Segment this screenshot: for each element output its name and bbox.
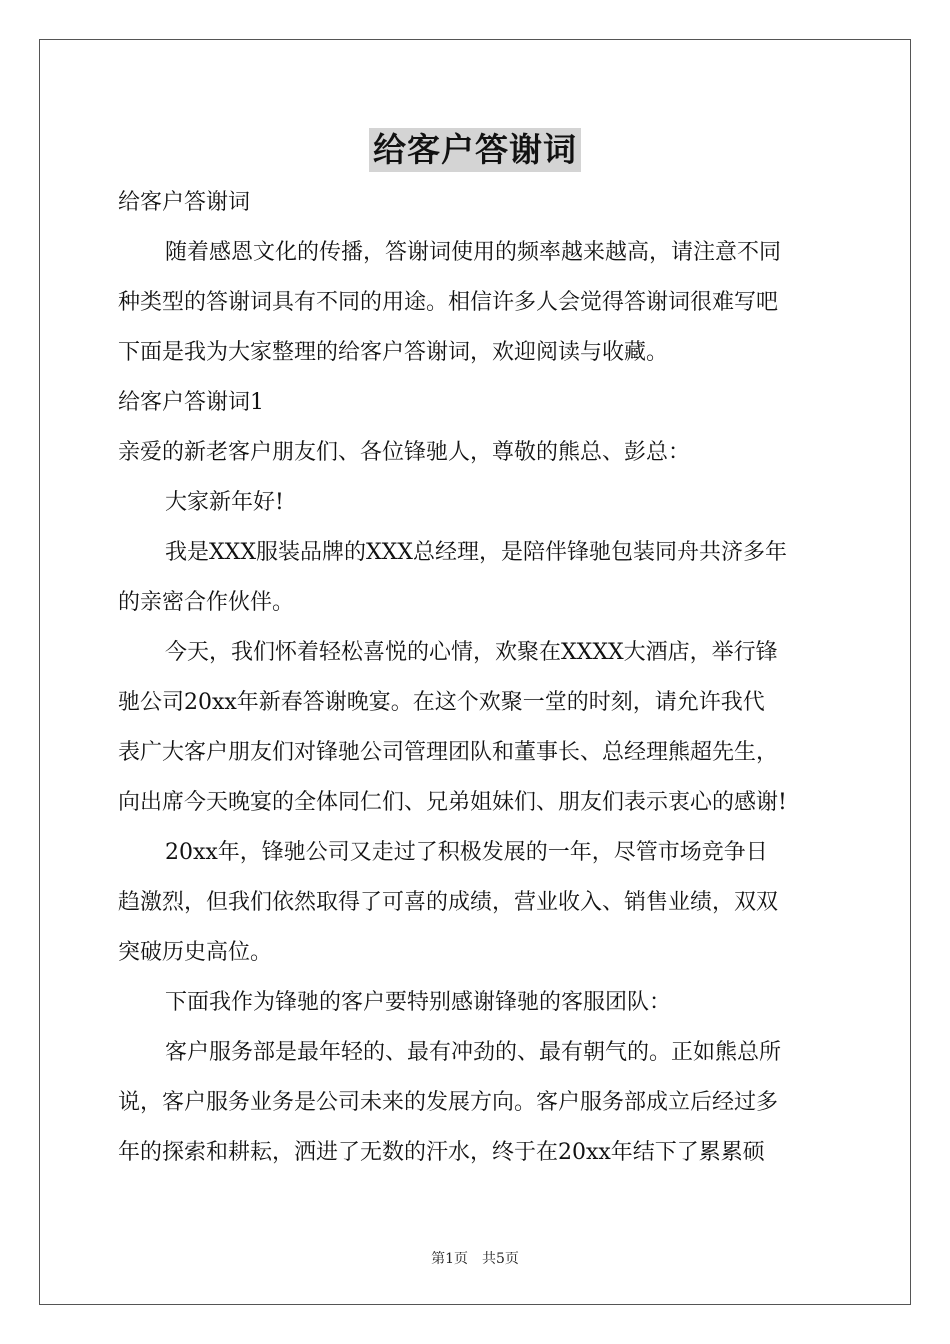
paragraph-line: 给客户答谢词: [118, 190, 251, 215]
paragraph-line: 突破历史高位。: [118, 940, 273, 965]
paragraph-line: 向出席今天晚宴的全体同仁们、兄弟姐妹们、朋友们表示衷心的感谢!: [118, 790, 787, 815]
paragraph-line: 给客户答谢词1: [118, 390, 264, 415]
paragraph-line: 种类型的答谢词具有不同的用途。相信许多人会觉得答谢词很难写吧: [118, 290, 779, 315]
paragraph-line: 我是XXX服装品牌的XXX总经理，是陪伴锋驰包装同舟共济多年: [165, 540, 787, 565]
paragraph-line: 大家新年好!: [165, 490, 284, 515]
document-title: 给客户答谢词: [369, 128, 581, 172]
paragraph-line: 说，客户服务业务是公司未来的发展方向。客户服务部成立后经过多: [118, 1090, 779, 1115]
paragraph-line: 下面我作为锋驰的客户要特别感谢锋驰的客服团队：: [165, 990, 672, 1015]
paragraph-line: 趋激烈，但我们依然取得了可喜的成绩，营业收入、销售业绩，双双: [118, 890, 779, 915]
paragraph-line: 亲爱的新老客户朋友们、各位锋驰人，尊敬的熊总、彭总：: [118, 440, 691, 465]
paragraph-line: 20xx年，锋驰公司又走过了积极发展的一年，尽管市场竞争日: [165, 840, 768, 865]
paragraph-line: 的亲密合作伙伴。: [118, 590, 295, 615]
paragraph-line: 今天，我们怀着轻松喜悦的心情，欢聚在XXXX大酒店，举行锋: [165, 640, 778, 665]
page-footer: 第1页 共5页: [431, 1251, 519, 1267]
paragraph-line: 年的探索和耕耘，洒进了无数的汗水，终于在20xx年结下了累累硕: [118, 1140, 765, 1165]
title-container: [0, 128, 950, 172]
paragraph-line: 随着感恩文化的传播，答谢词使用的频率越来越高，请注意不同: [165, 240, 782, 265]
paragraph-line: 下面是我为大家整理的给客户答谢词，欢迎阅读与收藏。: [118, 340, 669, 365]
paragraph-line: 驰公司20xx年新春答谢晚宴。在这个欢聚一堂的时刻，请允许我代: [118, 690, 765, 715]
paragraph-line: 客户服务部是最年轻的、最有冲劲的、最有朝气的。正如熊总所: [165, 1040, 782, 1065]
paragraph-line: 表广大客户朋友们对锋驰公司管理团队和董事长、总经理熊超先生，: [118, 740, 779, 765]
